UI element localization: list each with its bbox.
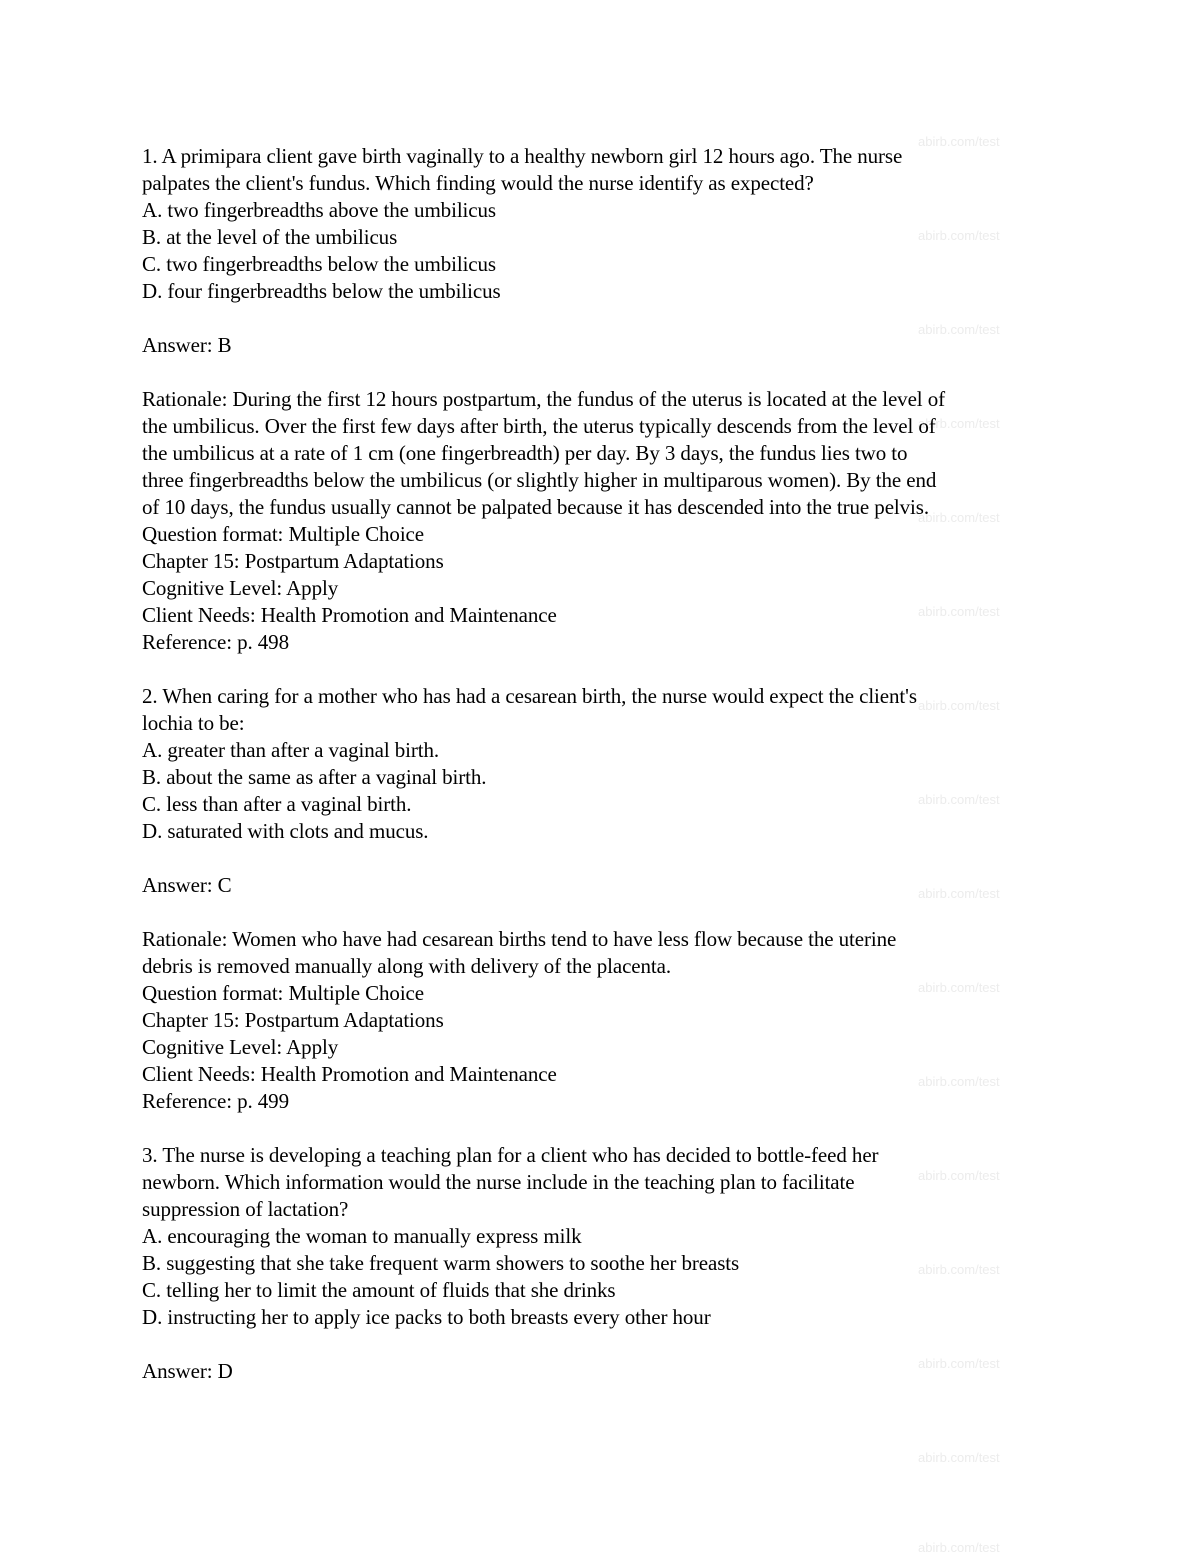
rationale-line: debris is removed manually along with delivery of the placenta.	[142, 954, 672, 978]
watermark: abirb.com/test	[918, 134, 1000, 149]
answer-option: C. telling her to limit the amount of fluids that she drinks	[142, 1278, 616, 1302]
question-stem-line: suppression of lactation?	[142, 1197, 349, 1221]
rationale-line: the umbilicus at a rate of 1 cm (one fingerbreadth) per day. By 3 days, the fundus lies two to	[142, 441, 908, 465]
answer-key: Answer: D	[142, 1359, 233, 1383]
question-stem-line: newborn. Which information would the nurse include in the teaching plan to facilitate	[142, 1170, 855, 1194]
question-stem-line: 2. When caring for a mother who has had a cesarean birth, the nurse would expect the client's	[142, 684, 917, 708]
question-format: Question format: Multiple Choice	[142, 981, 425, 1005]
rationale-line: Rationale: During the first 12 hours postpartum, the fundus of the uterus is located at the level of	[142, 387, 945, 411]
answer-option: D. four fingerbreadths below the umbilicus	[142, 279, 501, 303]
watermark: abirb.com/test	[918, 1074, 1000, 1089]
question-stem-line: 3. The nurse is developing a teaching plan for a client who has decided to bottle-feed her	[142, 1143, 879, 1167]
watermark: abirb.com/test	[918, 980, 1000, 995]
watermark: abirb.com/test	[918, 510, 1000, 525]
watermark: abirb.com/test	[918, 322, 1000, 337]
reference: Reference: p. 499	[142, 1089, 289, 1113]
rationale-line: of 10 days, the fundus usually cannot be palpated because it has descended into the true pelvis.	[142, 495, 930, 519]
watermark: abirb.com/test	[918, 1450, 1000, 1465]
answer-option: C. less than after a vaginal birth.	[142, 792, 412, 816]
watermark: abirb.com/test	[918, 698, 1000, 713]
answer-option: B. at the level of the umbilicus	[142, 225, 398, 249]
answer-key: Answer: B	[142, 333, 232, 357]
watermark: abirb.com/test	[918, 1262, 1000, 1277]
chapter: Chapter 15: Postpartum Adaptations	[142, 549, 444, 573]
answer-option: A. two fingerbreadths above the umbilicus	[142, 198, 496, 222]
reference: Reference: p. 498	[142, 630, 289, 654]
rationale-line: Rationale: Women who have had cesarean births tend to have less flow because the uterine	[142, 927, 897, 951]
answer-option: A. encouraging the woman to manually express milk	[142, 1224, 582, 1248]
question-stem-line: 1. A primipara client gave birth vaginally to a healthy newborn girl 12 hours ago. The nurse	[142, 144, 903, 168]
watermark: abirb.com/test	[918, 1540, 1000, 1555]
question-format: Question format: Multiple Choice	[142, 522, 425, 546]
rationale-line: three fingerbreadths below the umbilicus (or slightly higher in multiparous women). By the end	[142, 468, 937, 492]
document-content	[142, 143, 1062, 1385]
watermark: abirb.com/test	[918, 886, 1000, 901]
client-needs: Client Needs: Health Promotion and Maintenance	[142, 603, 557, 627]
chapter: Chapter 15: Postpartum Adaptations	[142, 1008, 444, 1032]
watermark: abirb.com/test	[918, 1356, 1000, 1371]
answer-option: B. about the same as after a vaginal birth.	[142, 765, 487, 789]
question-stem-line: palpates the client's fundus. Which finding would the nurse identify as expected?	[142, 171, 814, 195]
rationale-line: the umbilicus. Over the first few days after birth, the uterus typically descends from the level of	[142, 414, 936, 438]
question-2	[142, 683, 1062, 1115]
watermark: abirb.com/test	[918, 228, 1000, 243]
question-stem-line: lochia to be:	[142, 711, 245, 735]
cognitive-level: Cognitive Level: Apply	[142, 1035, 339, 1059]
answer-option: A. greater than after a vaginal birth.	[142, 738, 440, 762]
watermark: abirb.com/test	[918, 604, 1000, 619]
cognitive-level: Cognitive Level: Apply	[142, 576, 339, 600]
answer-key: Answer: C	[142, 873, 232, 897]
question-1	[142, 143, 1062, 656]
answer-option: D. saturated with clots and mucus.	[142, 819, 429, 843]
client-needs: Client Needs: Health Promotion and Maintenance	[142, 1062, 557, 1086]
question-3	[142, 1142, 1062, 1385]
answer-option: D. instructing her to apply ice packs to both breasts every other hour	[142, 1305, 711, 1329]
watermark: abirb.com/test	[918, 1168, 1000, 1183]
watermark: abirb.com/test	[918, 792, 1000, 807]
watermark: abirb.com/test	[918, 416, 1000, 431]
answer-option: C. two fingerbreadths below the umbilicus	[142, 252, 496, 276]
answer-option: B. suggesting that she take frequent warm showers to soothe her breasts	[142, 1251, 740, 1275]
